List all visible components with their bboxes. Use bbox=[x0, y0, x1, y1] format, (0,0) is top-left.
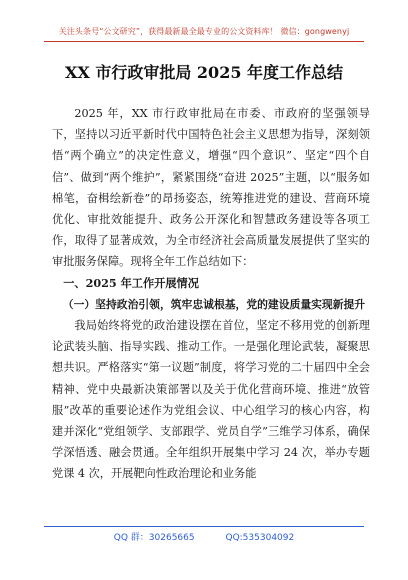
body-paragraph: 我局始终将党的政治建设摆在首位，坚定不移用党的创新理论武装头脑、指导实践、推动工作。一是强化理论武装，凝聚思想共识。严格落实“第一议题”制度，将学习党的二十届四中全会精神、党中央最新决策部署以及关于优化营商环境、推进“放管服”改革的重要论述作为党组会议、中心组学习的核心内容，构建并深化“党组领学、支部跟学、党员自学”三维学习体系，确保学深悟透、融会贯通。全年组织开展集中学习 24 次，举办专题党课 4 次，开展靶向性政治理论和业务能 bbox=[52, 319, 370, 481]
document-title: XX 市行政审批局 2025 年度工作总结 bbox=[64, 63, 344, 82]
footer-divider bbox=[44, 526, 364, 527]
subsection-heading: （一）坚持政治引领，筑牢忠诚根基，党的建设质量实现新提升 bbox=[62, 297, 366, 311]
section-heading: 一、2025 年工作开展情况 bbox=[63, 275, 199, 290]
intro-paragraph: 2025 年，XX 市行政审批局在市委、市政府的坚强领导下，坚持以习近平新时代中国特色社会主义思想为指导，深刻领悟“两个确立”的决定性意义，增强“四个意识”、坚定“四个自信”、做到“两个维护”，紧紧围绕“奋进 2025”主题，以“服务如棉笔，奋楫绘新卷”的昂扬姿态，统筹推进党的建设、营商环境优化、审批效能提升、政务公开深化和智慧政务建设等各项工作，取得了显著成效，为全市经济社会高质量发展提供了坚实的审批服务保障。现将全年工作总结如下： bbox=[52, 107, 370, 269]
footer-contact bbox=[0, 530, 408, 543]
footer-qq-group: QQ 群：30265665 bbox=[113, 533, 195, 543]
footer-qq-id: QQ:535304092 bbox=[225, 533, 295, 543]
header-promo-note: 关注头条号“公文研究”，获得最新最全最专业的公文资料库！ 微信：gongwenyj bbox=[58, 27, 350, 36]
document-body bbox=[52, 103, 370, 485]
header-divider bbox=[44, 41, 364, 42]
